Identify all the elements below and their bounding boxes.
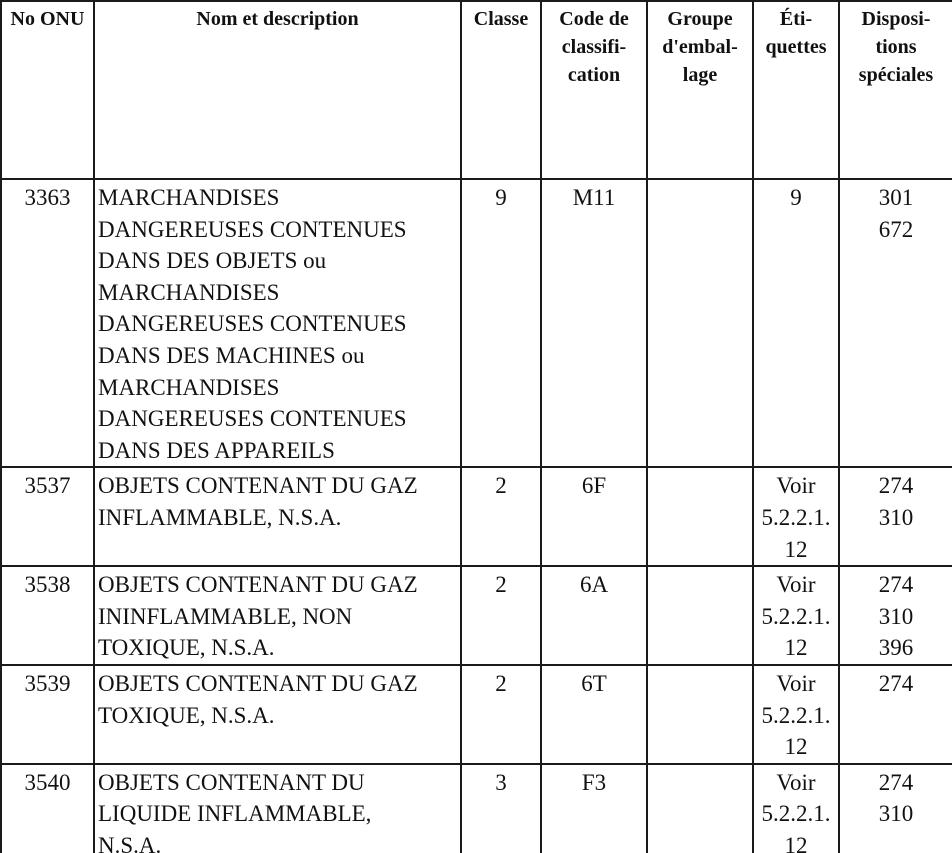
packing-group-cell (647, 467, 753, 566)
header-packing-group (647, 1, 753, 179)
text-line: 274 (878, 473, 914, 499)
text-line: DANS DES MACHINES ou (98, 342, 365, 368)
text-line: 5.2.2.1. (761, 603, 831, 629)
text-line: MARCHANDISES (98, 374, 280, 400)
text-line: 274 (878, 769, 914, 795)
text-line: N.S.A. (98, 832, 162, 853)
text-line: Groupe (667, 8, 733, 30)
text-line: d'embal- (662, 36, 738, 58)
text-line: 12 (784, 832, 808, 853)
class-cell: 2 (461, 665, 541, 764)
text-line: Disposi- (861, 8, 931, 30)
class-cell: 2 (461, 566, 541, 665)
text-line: 310 (878, 801, 914, 827)
text-line: OBJETS CONTENANT DU GAZ (98, 670, 418, 696)
packing-group-cell (647, 665, 753, 764)
text-line: DANGEREUSES CONTENUES (98, 216, 407, 242)
table-row (1, 764, 952, 853)
un-number-cell: 3540 (1, 764, 94, 853)
name-description-cell (94, 467, 461, 566)
text-line: TOXIQUE, N.S.A. (98, 635, 275, 661)
packing-group-cell (647, 179, 753, 467)
text-line: Voir (776, 473, 816, 499)
text-line: spéciales (858, 64, 934, 86)
table-row (1, 179, 952, 467)
text-line: DANS DES OBJETS ou (98, 248, 327, 274)
text-line: Voir (776, 572, 816, 598)
name-description-cell (94, 566, 461, 665)
classification-code-cell: M11 (541, 179, 647, 467)
text-line: tions (875, 36, 917, 58)
header-special-provisions (839, 1, 952, 179)
text-line: DANGEREUSES CONTENUES (98, 311, 407, 337)
classification-code-cell: 6A (541, 566, 647, 665)
text-line: LIQUIDE INFLAMMABLE, (98, 801, 372, 827)
header-labels (753, 1, 839, 179)
special-provisions-cell (839, 764, 952, 853)
text-line: TOXIQUE, N.S.A. (98, 702, 275, 728)
text-line: Éti- (779, 8, 813, 30)
text-line: lage (682, 64, 718, 86)
text-line: 274 (878, 572, 914, 598)
table-row (1, 467, 952, 566)
text-line: OBJETS CONTENANT DU GAZ (98, 473, 418, 499)
text-line: 396 (878, 635, 914, 661)
labels-cell (753, 764, 839, 853)
class-cell: 9 (461, 179, 541, 467)
name-description-cell (94, 179, 461, 467)
classification-code-cell: 6F (541, 467, 647, 566)
packing-group-cell (647, 764, 753, 853)
text-line: ININFLAMMABLE, NON (98, 603, 353, 629)
text-line: 301 (878, 185, 914, 210)
labels-cell (753, 467, 839, 566)
text-line: Voir (776, 769, 816, 795)
special-provisions-cell (839, 665, 952, 764)
text-line: DANS DES APPAREILS (98, 437, 335, 463)
text-line: Code de (559, 8, 629, 30)
text-line: 274 (878, 670, 914, 696)
text-line: 12 (784, 635, 808, 661)
header-name-description: Nom et description (94, 1, 461, 179)
text-line: 310 (878, 603, 914, 629)
classification-code-cell: F3 (541, 764, 647, 853)
labels-cell (753, 179, 839, 467)
header-class: Classe (461, 1, 541, 179)
class-cell: 2 (461, 467, 541, 566)
special-provisions-cell (839, 467, 952, 566)
text-line: 310 (878, 504, 914, 530)
un-number-cell: 3537 (1, 467, 94, 566)
text-line: 672 (878, 216, 914, 242)
labels-cell (753, 665, 839, 764)
text-line: cation (567, 64, 621, 86)
text-line: 5.2.2.1. (761, 504, 831, 530)
name-description-cell (94, 764, 461, 853)
text-line: 5.2.2.1. (761, 801, 831, 827)
header-un-number: No ONU (1, 1, 94, 179)
class-cell: 3 (461, 764, 541, 853)
text-line: OBJETS CONTENANT DU GAZ (98, 572, 418, 598)
text-line: OBJETS CONTENANT DU (98, 769, 365, 795)
un-number-cell: 3363 (1, 179, 94, 467)
text-line: DANGEREUSES CONTENUES (98, 406, 407, 432)
labels-cell (753, 566, 839, 665)
text-line: INFLAMMABLE, N.S.A. (98, 504, 342, 530)
classification-code-cell: 6T (541, 665, 647, 764)
text-line: classifi- (561, 36, 627, 58)
special-provisions-cell (839, 566, 952, 665)
text-line: 12 (784, 536, 808, 562)
un-number-cell: 3538 (1, 566, 94, 665)
text-line: MARCHANDISES (98, 279, 280, 305)
table-row (1, 566, 952, 665)
special-provisions-cell (839, 179, 952, 467)
text-line: Voir (776, 670, 816, 696)
text-line: 12 (784, 734, 808, 760)
header-row (1, 1, 952, 179)
packing-group-cell (647, 566, 753, 665)
text-line: 9 (790, 185, 802, 210)
un-number-cell: 3539 (1, 665, 94, 764)
name-description-cell (94, 665, 461, 764)
text-line: quettes (765, 36, 827, 58)
text-line: MARCHANDISES (98, 185, 280, 210)
header-classification-code (541, 1, 647, 179)
table-row (1, 665, 952, 764)
text-line: 5.2.2.1. (761, 702, 831, 728)
